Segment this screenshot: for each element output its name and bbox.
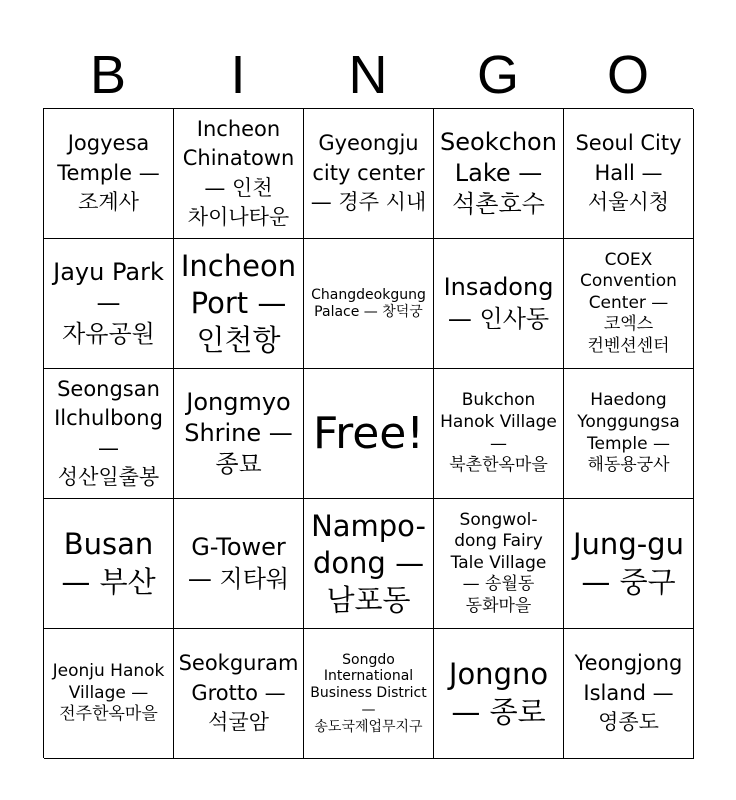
bingo-cell[interactable]: Insadong — 인사동 bbox=[434, 239, 564, 369]
bingo-cell[interactable]: Incheon Port — 인천항 bbox=[174, 239, 304, 369]
bingo-cell[interactable]: COEX Convention Center — 코엑스 컨벤션센터 bbox=[564, 239, 694, 369]
bingo-cell[interactable]: Jogyesa Temple — 조계사 bbox=[44, 109, 174, 239]
bingo-cell[interactable]: Busan — 부산 bbox=[44, 499, 174, 629]
header-letter-b: B bbox=[89, 45, 127, 105]
header-letter-o: O bbox=[606, 45, 649, 105]
header-letter-g: G bbox=[476, 45, 519, 105]
bingo-cell[interactable]: Gyeongju city center — 경주 시내 bbox=[304, 109, 434, 239]
bingo-cell[interactable]: Jongmyo Shrine — 종묘 bbox=[174, 369, 304, 499]
bingo-cell[interactable]: Songdo International Business District — 송도국제업무지구 bbox=[304, 629, 434, 759]
bingo-cell[interactable]: Seokchon Lake — 석촌호수 bbox=[434, 109, 564, 239]
bingo-cell[interactable]: Seokguram Grotto — 석굴암 bbox=[174, 629, 304, 759]
bingo-cell[interactable]: Jongno — 종로 bbox=[434, 629, 564, 759]
bingo-cell[interactable]: Songwol-dong Fairy Tale Village — 송월동 동화마을 bbox=[434, 499, 564, 629]
header-letter-n: N bbox=[348, 45, 388, 105]
bingo-cell[interactable]: Nampo-dong — 남포동 bbox=[304, 499, 434, 629]
bingo-cell[interactable]: G-Tower — 지타워 bbox=[174, 499, 304, 629]
bingo-cell[interactable]: Incheon Chinatown — 인천 차이나타운 bbox=[174, 109, 304, 239]
bingo-cell[interactable]: Seoul City Hall — 서울시청 bbox=[564, 109, 694, 239]
bingo-cell[interactable]: Bukchon Hanok Village — 북촌한옥마을 bbox=[434, 369, 564, 499]
bingo-cell[interactable]: Seongsan Ilchulbong — 성산일출봉 bbox=[44, 369, 174, 499]
bingo-header bbox=[43, 42, 693, 108]
bingo-cell[interactable]: Haedong Yonggungsa Temple — 해동용궁사 bbox=[564, 369, 694, 499]
bingo-cell[interactable]: Jung-gu — 중구 bbox=[564, 499, 694, 629]
bingo-cell[interactable]: Changdeokgung Palace — 창덕궁 bbox=[304, 239, 434, 369]
header-letter-i: I bbox=[230, 45, 246, 105]
bingo-cell[interactable]: Jayu Park — 자유공원 bbox=[44, 239, 174, 369]
bingo-cell[interactable]: Jeonju Hanok Village — 전주한옥마을 bbox=[44, 629, 174, 759]
bingo-grid bbox=[43, 108, 693, 758]
bingo-cell[interactable]: Yeongjong Island — 영종도 bbox=[564, 629, 694, 759]
free-space[interactable]: Free! bbox=[304, 369, 434, 499]
